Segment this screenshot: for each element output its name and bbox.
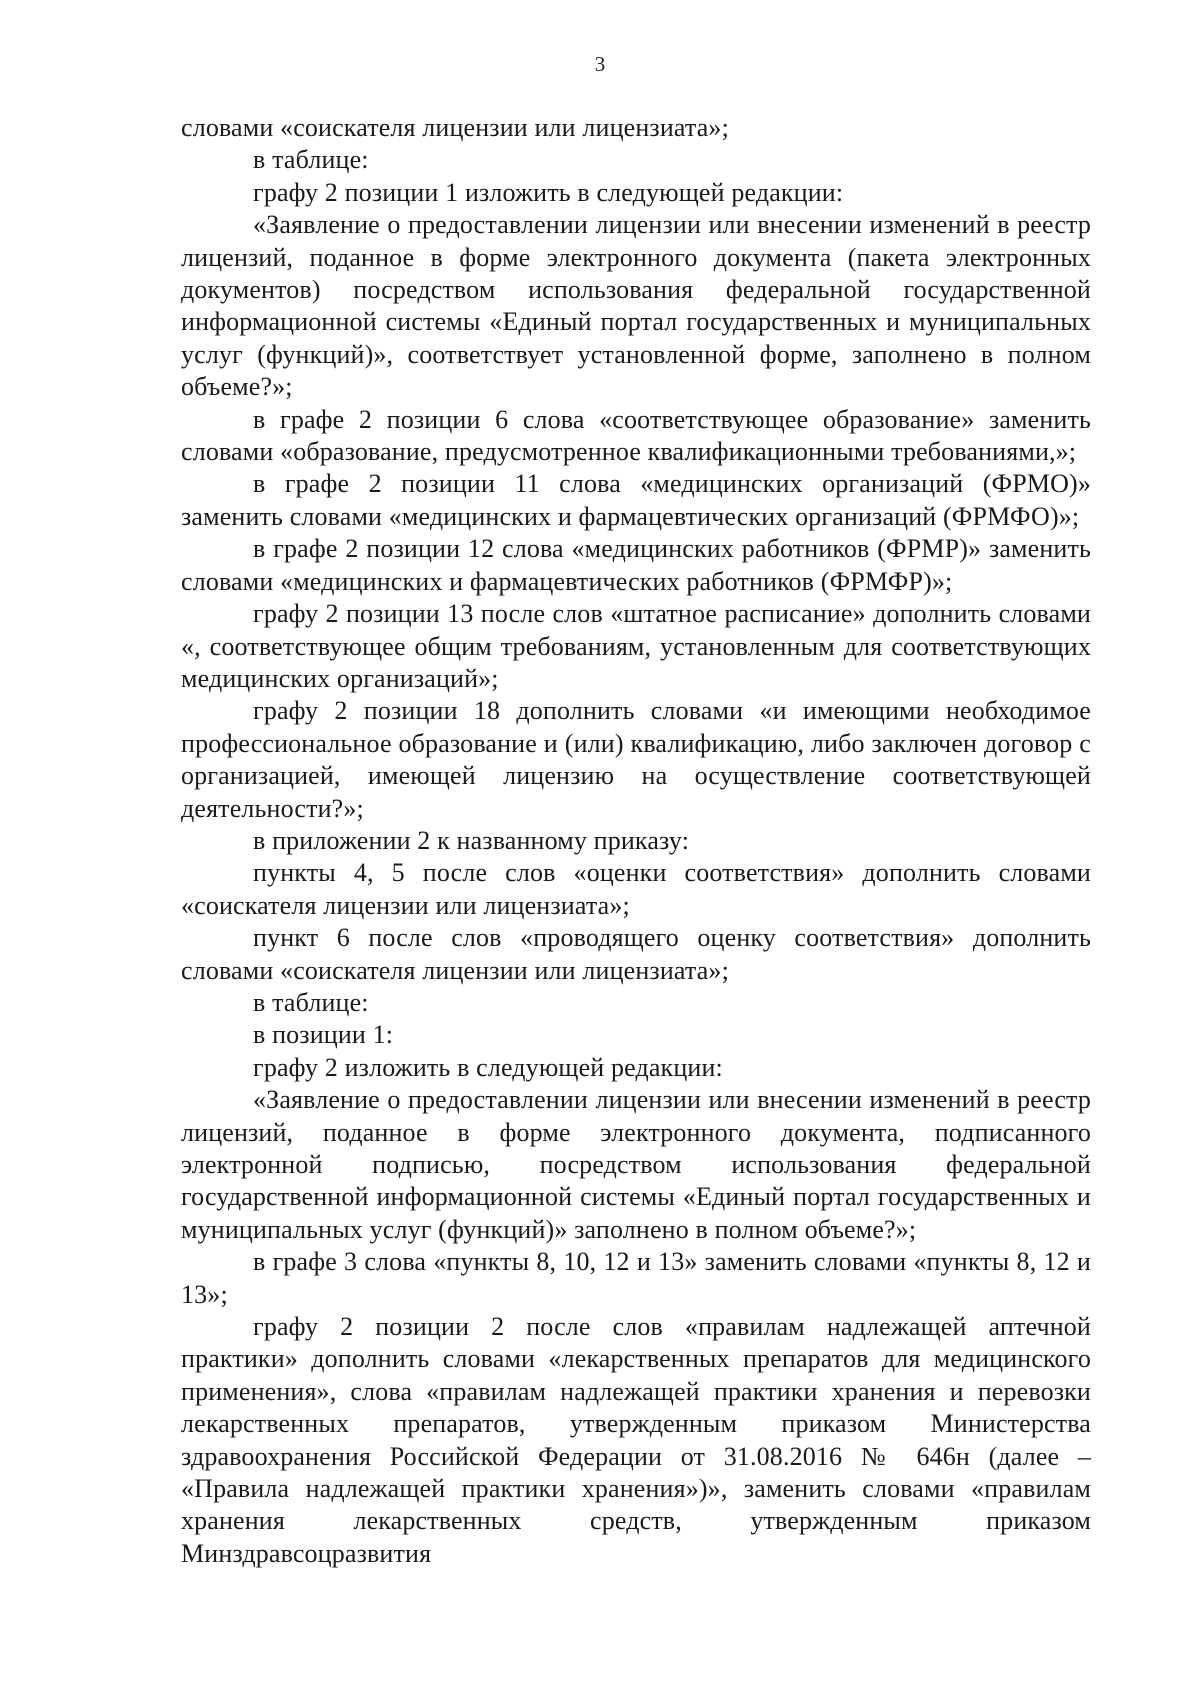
document-body xyxy=(181,112,1091,1570)
paragraph: графу 2 изложить в следующей редакции: xyxy=(253,1052,723,1082)
paragraph: в таблице: xyxy=(253,145,369,175)
paragraph: графу 2 позиции 2 после слов «правилам надлежащей аптечной практики» дополнить словами «лекарственных препаратов для медицинского применения», слова «правилам надлежащей практики хранения и перевозки лекарственных препаратов, утвержденным приказом Министерства здравоохранения Российской Федерации от 31.08.2016 № 646н (далее – «Правила надлежащей практики хранения»)», заменить словами «правилам хранения лекарственных средств, утвержденным приказом Минздравсоцразвития xyxy=(181,1312,1091,1568)
paragraph: пункты 4, 5 после слов «оценки соответствия» дополнить словами «соискателя лицензии или лицензиата»; xyxy=(181,858,1091,920)
paragraph: словами «соискателя лицензии или лицензиата»; xyxy=(181,113,729,142)
paragraph: графу 2 позиции 1 изложить в следующей редакции: xyxy=(253,177,844,207)
paragraph: графу 2 позиции 18 дополнить словами «и имеющими необходимое профессиональное образование и (или) квалификацию, либо заключен договор с организацией, имеющей лицензию на осуществление соответствующей деятельности?»; xyxy=(181,696,1091,823)
paragraph: «Заявление о предоставлении лицензии или внесении изменений в реестр лицензий, поданное в форме электронного документа, подписанного электронной подписью, посредством использования федеральной государственной информационной системы «Единый портал государственных и муниципальных услуг (функций)» заполнено в полном объеме?»; xyxy=(181,1085,1091,1244)
page-number: 3 xyxy=(594,52,606,76)
paragraph: в графе 2 позиции 11 слова «медицинских организаций (ФРМО)» заменить словами «медицинских и фармацевтических организаций (ФРМФО)»; xyxy=(181,469,1091,531)
paragraph: графу 2 позиции 13 после слов «штатное расписание» дополнить словами «, соответствующее общим требованиям, установленным для соответствующих медицинских организаций»; xyxy=(181,599,1091,693)
paragraph: пункт 6 после слов «проводящего оценку соответствия» дополнить словами «соискателя лицензии или лицензиата»; xyxy=(181,923,1091,985)
paragraph: в графе 3 слова «пункты 8, 10, 12 и 13» заменить словами «пункты 8, 12 и 13»; xyxy=(181,1247,1091,1309)
paragraph: в приложении 2 к названному приказу: xyxy=(253,825,690,855)
paragraph: в графе 2 позиции 12 слова «медицинских работников (ФРМР)» заменить словами «медицинских и фармацевтических работников (ФРМФР)»; xyxy=(181,534,1091,596)
paragraph: «Заявление о предоставлении лицензии или внесении изменений в реестр лицензий, поданное в форме электронного документа (пакета электронных документов) посредством использования федеральной государственной информационной системы «Единый портал государственных и муниципальных услуг (функций)», соответствует установленной форме, заполнено в полном объеме?»; xyxy=(181,210,1091,402)
paragraph: в позиции 1: xyxy=(253,1020,394,1050)
paragraph: в таблице: xyxy=(253,987,369,1017)
paragraph: в графе 2 позиции 6 слова «соответствующее образование» заменить словами «образование, предусмотренное квалификационными требованиями,»; xyxy=(181,404,1091,467)
